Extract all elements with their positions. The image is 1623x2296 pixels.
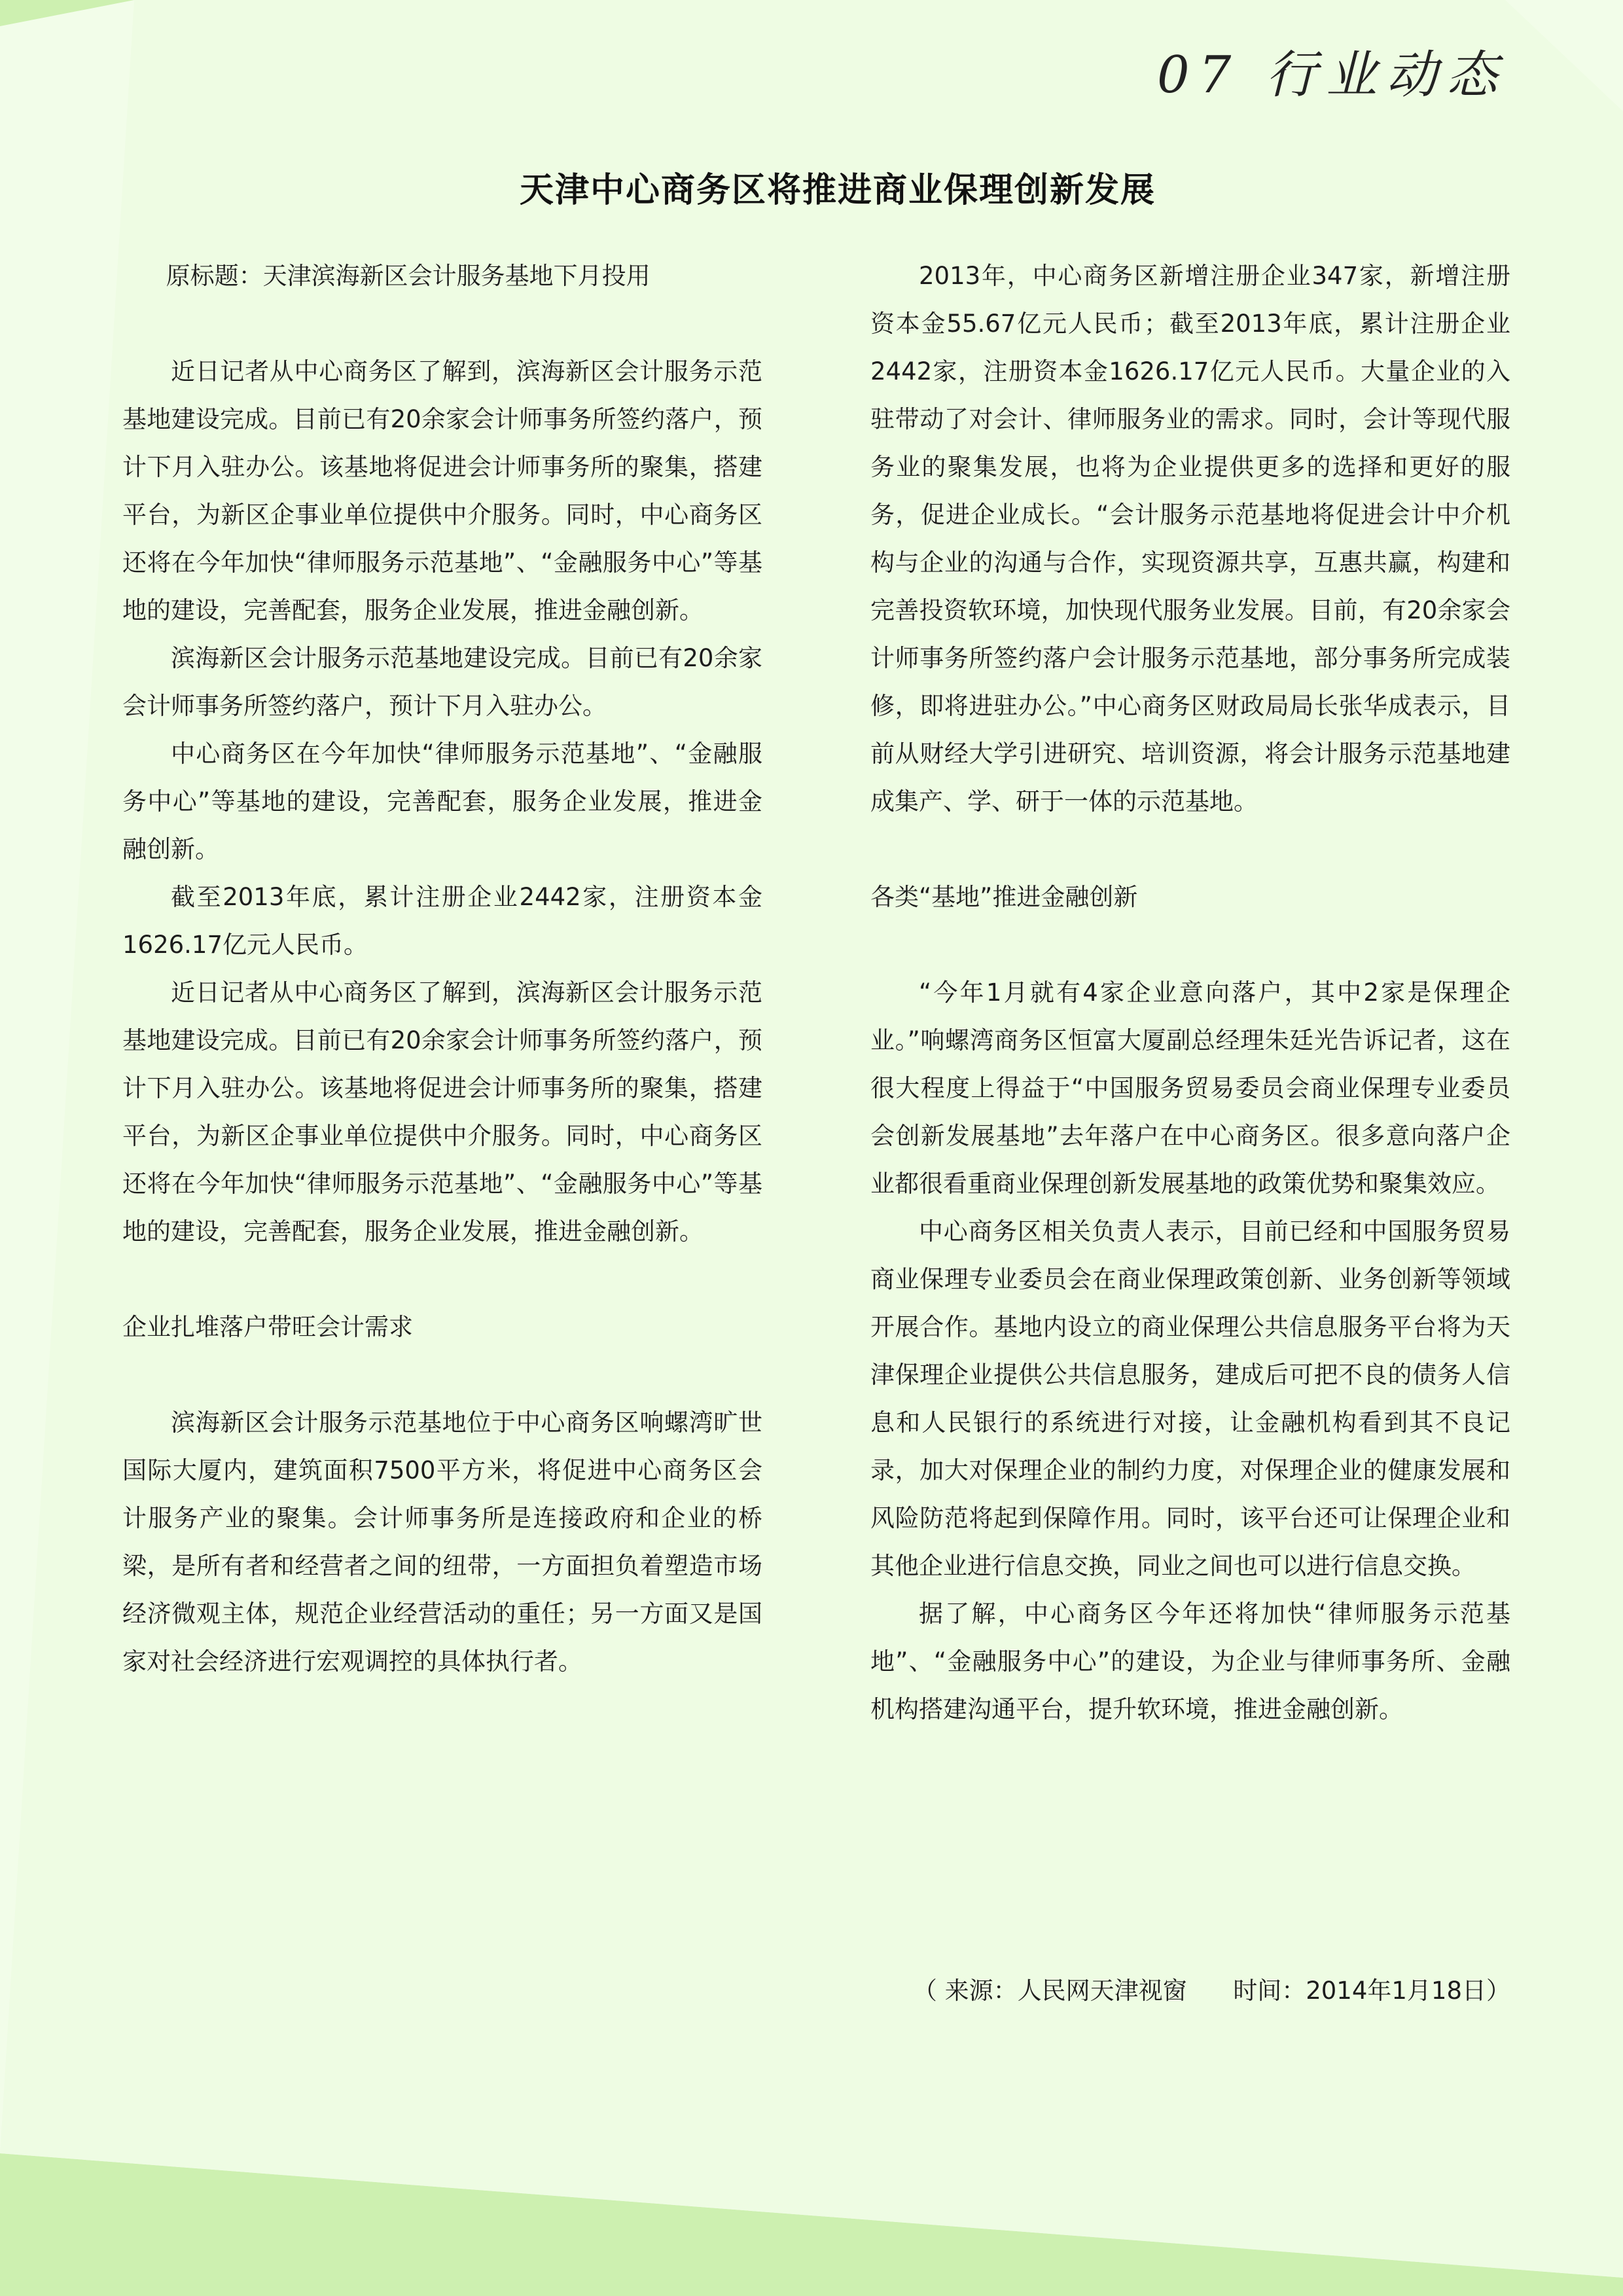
article-title: 天津中心商务区将推进商业保理创新发展 — [519, 171, 1156, 210]
paragraph: 近日记者从中心商务区了解到，滨海新区会计服务示范基地建设完成。目前已有20余家会计师事务所签约落户，预计下月入驻办公。该基地将促进会计师事务所的聚集，搭建平台，为新区企事业单位提供中介服务。同时，中心商务区还将在今年加快“律师服务示范基地”、“金融服务中心”等基地的建设，完善配套，服务企业发展，推进金融创新。 — [122, 978, 762, 1246]
paragraph: 中心商务区在今年加快“律师服务示范基地”、“金融服务中心”等基地的建设，完善配套，服务企业发展，推进金融创新。 — [122, 740, 762, 863]
source-line: （ 来源：人民网天津视窗 时间：2014年1月18日） — [912, 1977, 1510, 2005]
paragraph: 截至2013年底，累计注册企业2442家，注册资本金1626.17亿元人民币。 — [122, 883, 762, 959]
right-column — [870, 252, 1510, 1733]
paragraph: 中心商务区相关负责人表示，目前已经和中国服务贸易商业保理专业委员会在商业保理政策创新、业务创新等领域开展合作。基地内设立的商业保理公共信息服务平台将为天津保理企业提供公共信息服务，建成后可把不良的债务人信息和人民银行的系统进行对接，让金融机构看到其不良记录，加大对保理企业的制约力度，对保理企业的健康发展和风险防范将起到保障作用。同时，该平台还可让保理企业和其他企业进行信息交换，同业之间也可以进行信息交换。 — [870, 1217, 1510, 1580]
paragraph: 近日记者从中心商务区了解到，滨海新区会计服务示范基地建设完成。目前已有20余家会计师事务所签约落户，预计下月入驻办公。该基地将促进会计师事务所的聚集，搭建平台，为新区企事业单位提供中介服务。同时，中心商务区还将在今年加快“律师服务示范基地”、“金融服务中心”等基地的建设，完善配套，服务企业发展，推进金融创新。 — [122, 357, 762, 624]
left-column — [122, 252, 762, 1685]
original-title: 原标题：天津滨海新区会计服务基地下月投用 — [166, 262, 651, 290]
paragraph: 2013年，中心商务区新增注册企业347家，新增注册资本金55.67亿元人民币；截至2013年底，累计注册企业2442家，注册资本金1626.17亿元人民币。大量企业的入驻带动了对会计、律师服务业的需求。同时，会计等现代服务业的聚集发展，也将为企业提供更多的选择和更好的服务，促进企业成长。“会计服务示范基地将促进会计中介机构与企业的沟通与合作，实现资源共享，互惠共赢，构建和完善投资软环境，加快现代服务业发展。目前，有20余家会计师事务所签约落户会计服务示范基地，部分事务所完成装修，即将进驻办公。”中心商务区财政局局长张华成表示，目前从财经大学引进研究、培训资源，将会计服务示范基地建成集产、学、研于一体的示范基地。 — [870, 262, 1510, 816]
paragraph: “今年1月就有4家企业意向落户，其中2家是保理企业。”响螺湾商务区恒富大厦副总经理朱廷光告诉记者，这在很大程度上得益于“中国服务贸易委员会商业保理专业委员会创新发展基地”去年落户在中心商务区。很多意向落户企业都很看重商业保理创新发展基地的政策优势和聚集效应。 — [870, 978, 1510, 1198]
section-label: 07 行业动态 — [1156, 46, 1507, 105]
paragraph: 滨海新区会计服务示范基地建设完成。目前已有20余家会计师事务所签约落户，预计下月入驻办公。 — [122, 644, 762, 720]
subheading: 企业扎堆落户带旺会计需求 — [122, 1313, 413, 1341]
paragraph: 滨海新区会计服务示范基地位于中心商务区响螺湾旷世国际大厦内，建筑面积7500平方米，将促进中心商务区会计服务产业的聚集。会计师事务所是连接政府和企业的桥梁，是所有者和经营者之间的纽带，一方面担负着塑造市场经济微观主体，规范企业经营活动的重任；另一方面又是国家对社会经济进行宏观调控的具体执行者。 — [122, 1408, 762, 1676]
paragraph: 据了解，中心商务区今年还将加快“律师服务示范基地”、“金融服务中心”的建设，为企业与律师事务所、金融机构搭建沟通平台，提升软环境，推进金融创新。 — [870, 1600, 1510, 1723]
subheading: 各类“基地”推进金融创新 — [870, 883, 1138, 911]
